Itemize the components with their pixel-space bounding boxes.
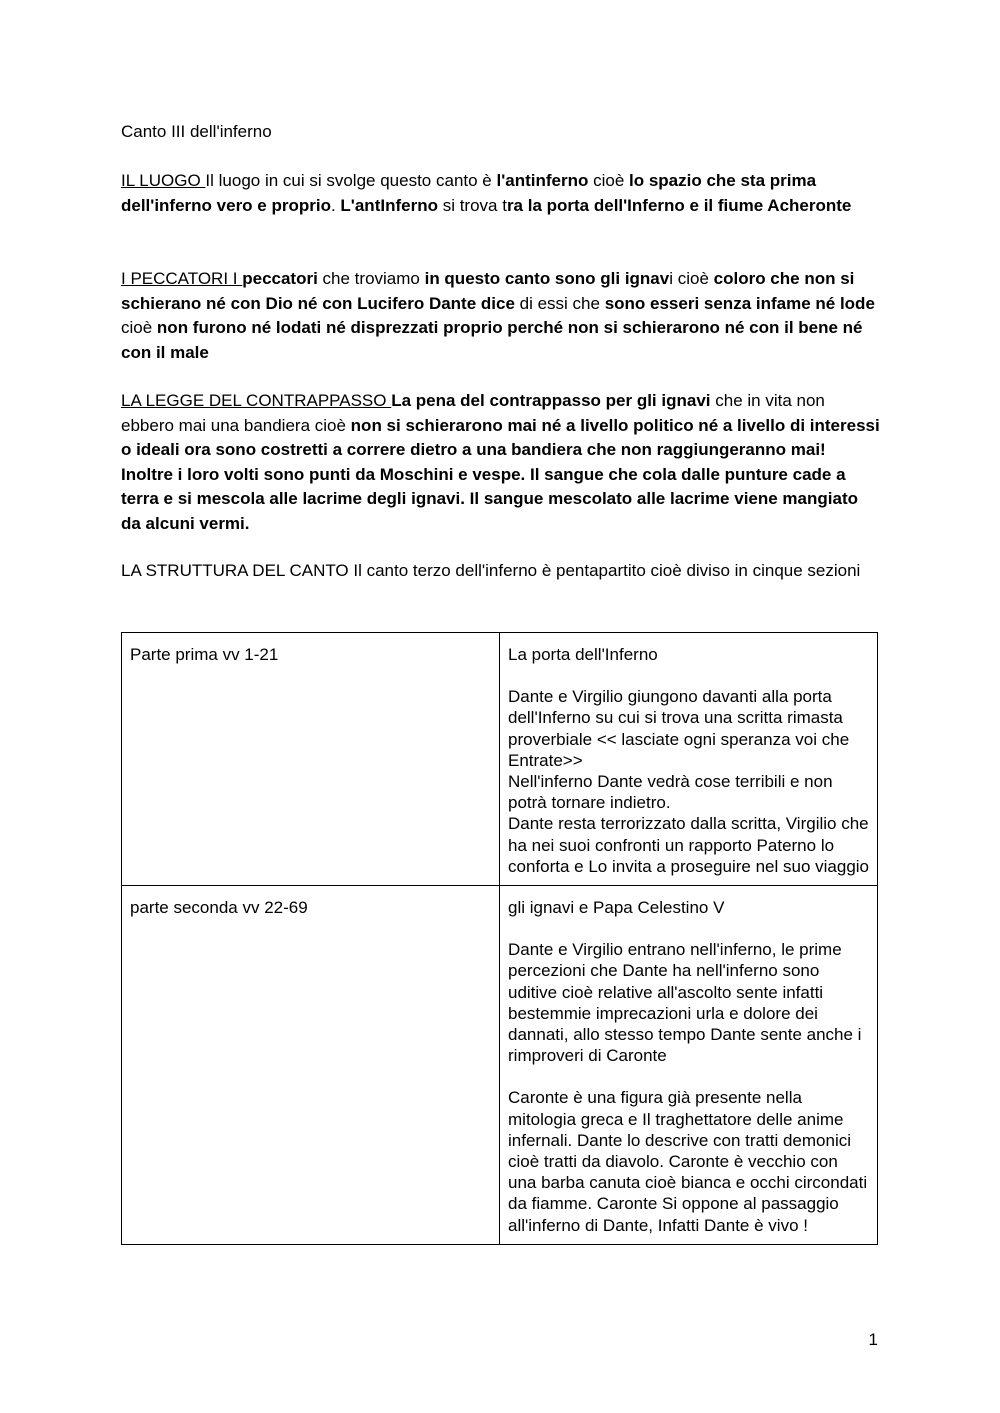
bold-span: lo spazio che sta prima dell'inferno vero e proprio bbox=[121, 171, 817, 215]
table-row bbox=[122, 886, 878, 1245]
text-span: cioè bbox=[121, 318, 157, 338]
text-span: di essi che bbox=[514, 293, 605, 313]
table-row bbox=[122, 633, 878, 886]
table-cell-part bbox=[122, 633, 500, 886]
document-title: Canto III dell'inferno bbox=[121, 122, 272, 141]
paragraph-contrappasso bbox=[121, 389, 881, 537]
paragraph-luogo bbox=[121, 169, 881, 218]
text-span: i cioè bbox=[669, 269, 714, 288]
bold-span: coloro che non si schierano né con Dio né con Lucifero Dante dice bbox=[121, 269, 855, 313]
bold-span: sono esseri senza infame né lode bbox=[604, 293, 875, 313]
section-paragraph: Nell'inferno Dante vedrà cose terribili e non potrà tornare indietro. bbox=[508, 772, 833, 813]
bold-span: ra la porta dell'Inferno e il fiume Acheronte bbox=[506, 195, 852, 215]
heading-luogo: IL LUOGO bbox=[121, 171, 206, 190]
part-label: parte seconda vv 22-69 bbox=[130, 898, 308, 918]
bold-span: in questo canto sono gli ignav bbox=[424, 269, 670, 288]
table-cell-part bbox=[122, 886, 500, 1245]
text-span: che in vita non ebbero mai una bandiera cioè bbox=[121, 391, 825, 435]
text-span: cioè bbox=[588, 171, 629, 190]
bold-span: La pena del contrappasso per gli ignavi bbox=[391, 391, 711, 410]
section-paragraph: Caronte è una figura già presente nella mitologia greca e Il traghettatore delle anime infernali. Dante lo descrive con tratti demonici cioè tratti da diavolo. Caronte è vecchio con una barba canuta cioè bianca e occhi circondati da fiamme. Caronte Si oppone al passaggio all'inferno di Dante, Infatti Dante è vivo ! bbox=[508, 1088, 868, 1235]
section-paragraph: Dante resta terrorizzato dalla scritta, Virgilio che ha nei suoi confronti un rapporto Paterno lo conforta e Lo invita a proseguire nel suo viaggio bbox=[508, 814, 870, 876]
text-span: che troviamo bbox=[317, 269, 425, 288]
spacer bbox=[508, 918, 869, 939]
section-title: gli ignavi e Papa Celestino V bbox=[508, 898, 725, 918]
part-label: Parte prima vv 1-21 bbox=[130, 645, 279, 664]
bold-span: l'antinferno bbox=[496, 171, 589, 190]
text-span: si trova t bbox=[437, 195, 507, 215]
section-paragraph: Dante e Virgilio entrano nell'inferno, le prime percezioni che Dante ha nell'inferno sono uditive cioè relative all'ascolto sente infatti bestemmie imprecazioni urla e dolore dei dannati, allo stesso tempo Dante sente anche i rimproveri di Caronte bbox=[508, 940, 862, 1066]
heading-peccatori: I PECCATORI I bbox=[121, 269, 243, 288]
spacer bbox=[508, 665, 869, 686]
paragraph-struttura: LA STRUTTURA DEL CANTO Il canto terzo dell'inferno è pentapartito cioè diviso in cinque sezioni bbox=[121, 561, 861, 580]
bold-span: non si schierarono mai né a livello politico né a livello di interessi o ideali ora sono costretti a correre dietro a una bandiera che non raggiungeranno mai! Inoltre i loro volti sono punti da Moschini e vespe. Il sangue che cola dalle punture cade a terra e si mescola alle lacrime degli ignavi. Il sangue mescolato alle lacrime viene mangiato da alcuni vermi. bbox=[121, 415, 880, 533]
structure-table bbox=[121, 632, 878, 1245]
section-title: La porta dell'Inferno bbox=[508, 645, 658, 664]
text-span: . bbox=[330, 195, 341, 215]
text-span: Il luogo in cui si svolge questo canto è bbox=[205, 171, 497, 190]
bold-span: L'antInferno bbox=[340, 195, 438, 215]
page-number: 1 bbox=[868, 1330, 878, 1349]
bold-span: non furono né lodati né disprezzati proprio perché non si schierarono né con il bene né con il male bbox=[121, 318, 863, 362]
spacer bbox=[508, 1066, 869, 1087]
section-paragraph: Dante e Virgilio giungono davanti alla porta dell'Inferno su cui si trova una scritta rimasta proverbiale << lasciate ogni speranza voi che Entrate>> bbox=[508, 687, 850, 770]
paragraph-peccatori bbox=[121, 267, 881, 365]
bold-span: peccatori bbox=[242, 269, 318, 288]
heading-contrappasso: LA LEGGE DEL CONTRAPPASSO bbox=[121, 391, 392, 410]
table-cell-description bbox=[500, 633, 878, 886]
table-cell-description bbox=[500, 886, 878, 1245]
